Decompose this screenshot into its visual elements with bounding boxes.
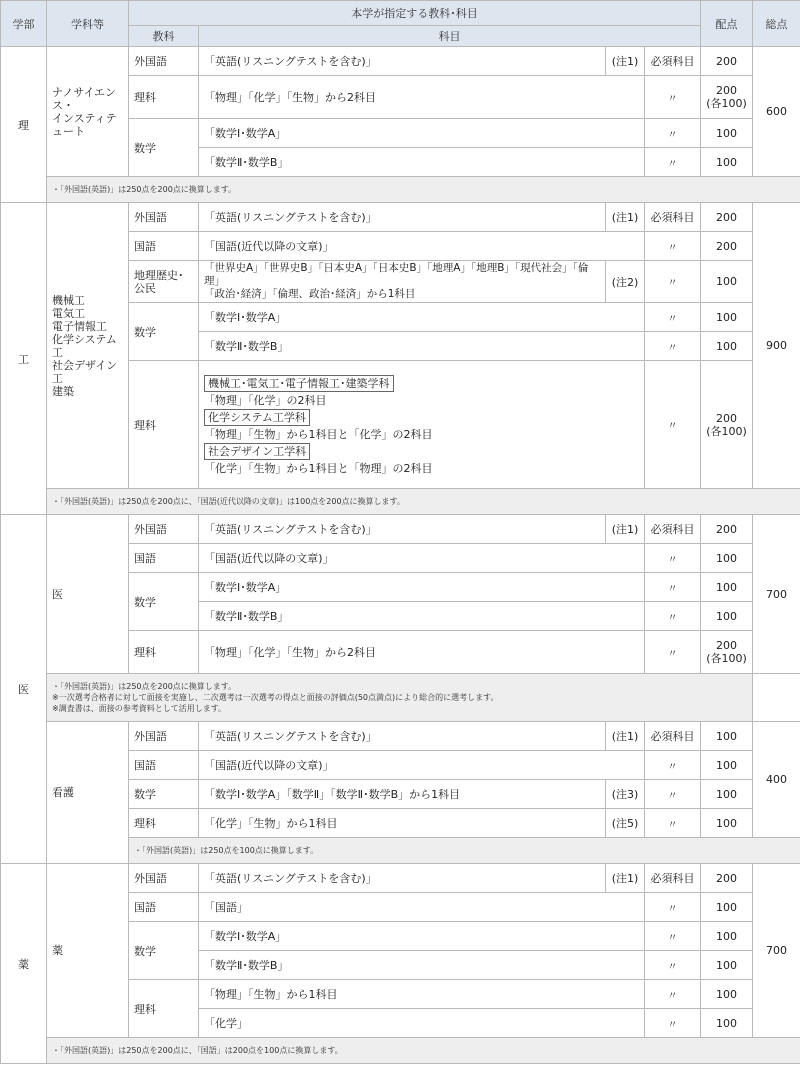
ditto-mark: 〃 — [645, 544, 701, 573]
total-cell: 700 — [753, 864, 800, 1038]
subject-cell: 理科 — [129, 361, 199, 489]
note-ref: (注1) — [606, 722, 645, 751]
detail-cell: 「英語(リスニングテストを含む)」 — [199, 47, 606, 76]
footnote: ・「外国語(英語)」は250点を200点に換算します。 — [47, 177, 800, 203]
subject-cell: 外国語 — [129, 47, 199, 76]
points-cell: 100 — [701, 809, 753, 838]
subject-cell: 国語 — [129, 893, 199, 922]
header-dept: 学科等 — [47, 1, 129, 47]
dept-cell: 医 — [47, 515, 129, 674]
required-cell: 必須科目 — [645, 203, 701, 232]
note-row — [1, 489, 800, 515]
detail-cell: 「数学Ⅱ･数学B」 — [199, 951, 645, 980]
note-ref: (注1) — [606, 203, 645, 232]
subject-cell: 国語 — [129, 544, 199, 573]
subject-cell: 地理歴史･ 公民 — [129, 261, 199, 303]
ditto-mark: 〃 — [645, 980, 701, 1009]
points-cell: 100 — [701, 544, 753, 573]
detail-cell: 「数学Ⅰ･数学A」 — [199, 303, 645, 332]
subject-cell: 国語 — [129, 751, 199, 780]
note-ref: (注1) — [606, 515, 645, 544]
detail-cell: 「国語(近代以降の文章)」 — [199, 751, 645, 780]
detail-cell: 「国語(近代以降の文章)」 — [199, 232, 645, 261]
points-cell: 200 (各100) — [701, 76, 753, 119]
header-total: 総点 — [753, 1, 800, 47]
required-cell: 必須科目 — [645, 722, 701, 751]
detail-cell — [199, 361, 645, 489]
detail-cell: 「物理」「生物」から1科目 — [199, 980, 645, 1009]
note-row — [1, 674, 800, 722]
ditto-mark: 〃 — [645, 119, 701, 148]
total-cell: 900 — [753, 203, 800, 489]
points-cell: 100 — [701, 722, 753, 751]
ditto-mark: 〃 — [645, 631, 701, 674]
detail-text: 「化学」「生物」から1科目と「物理」の2科目 — [204, 461, 433, 475]
table-row — [1, 47, 800, 76]
footnote: ・「外国語(英語)」は250点を200点に、「国語」は200点を100点に換算します。 — [47, 1038, 800, 1064]
points-cell: 100 — [701, 980, 753, 1009]
points-cell: 200 (各100) — [701, 361, 753, 489]
subject-cell: 外国語 — [129, 722, 199, 751]
points-cell: 100 — [701, 893, 753, 922]
ditto-mark: 〃 — [645, 573, 701, 602]
subject-cell: 外国語 — [129, 203, 199, 232]
subject-cell: 数学 — [129, 780, 199, 809]
dept-cell: 看護 — [47, 722, 129, 864]
ditto-mark: 〃 — [645, 76, 701, 119]
dept-cell: 薬 — [47, 864, 129, 1038]
total-cell: 700 — [753, 515, 800, 674]
ditto-mark: 〃 — [645, 780, 701, 809]
detail-cell: 「化学」 — [199, 1009, 645, 1038]
header-faculty: 学部 — [1, 1, 47, 47]
subject-cell: 理科 — [129, 809, 199, 838]
ditto-mark: 〃 — [645, 303, 701, 332]
subject-cell: 外国語 — [129, 515, 199, 544]
points-cell: 200 — [701, 203, 753, 232]
points-cell: 100 — [701, 573, 753, 602]
subject-cell: 国語 — [129, 232, 199, 261]
subject-cell: 理科 — [129, 980, 199, 1038]
dept-cell: 機械工 電気工 電子情報工 化学システム工 社会デザイン工 建築 — [47, 203, 129, 489]
points-cell: 100 — [701, 1009, 753, 1038]
detail-text: 「物理」「化学」の2科目 — [204, 393, 327, 407]
detail-cell: 「数学Ⅰ･数学A」「数学Ⅱ」「数学Ⅱ･数学B」から1科目 — [199, 780, 606, 809]
dept-label: 化学システム工学科 — [204, 409, 310, 426]
detail-cell: 「化学」「生物」から1科目 — [199, 809, 606, 838]
ditto-mark: 〃 — [645, 809, 701, 838]
dept-label: 機械工･電気工･電子情報工･建築学科 — [204, 375, 394, 392]
points-cell: 100 — [701, 148, 753, 177]
subject-cell: 理科 — [129, 76, 199, 119]
points-cell: 100 — [701, 951, 753, 980]
note-row — [1, 177, 800, 203]
required-cell: 必須科目 — [645, 47, 701, 76]
detail-cell: 「数学Ⅱ･数学B」 — [199, 332, 645, 361]
points-cell: 100 — [701, 602, 753, 631]
faculty-cell: 理 — [1, 47, 47, 203]
ditto-mark: 〃 — [645, 602, 701, 631]
ditto-mark: 〃 — [645, 1009, 701, 1038]
detail-cell: 「数学Ⅱ･数学B」 — [199, 602, 645, 631]
points-cell: 100 — [701, 751, 753, 780]
footnote: ・「外国語(英語)」は250点を200点に換算します。 ※一次選考合格者に対して面接を実施し、二次選考は一次選考の得点と面接の評価点(50点満点)により総合的に選考します。 ※調査書は、面接の参考資料として活用します。 — [47, 674, 753, 722]
detail-cell: 「国語」 — [199, 893, 645, 922]
subject-cell: 数学 — [129, 922, 199, 980]
header-points: 配点 — [701, 1, 753, 47]
total-cell: 400 — [753, 722, 800, 838]
points-cell: 100 — [701, 261, 753, 303]
ditto-mark: 〃 — [645, 893, 701, 922]
detail-cell: 「数学Ⅱ･数学B」 — [199, 148, 645, 177]
ditto-mark: 〃 — [645, 232, 701, 261]
required-cell: 必須科目 — [645, 515, 701, 544]
subject-cell: 理科 — [129, 631, 199, 674]
detail-cell: 「数学Ⅰ･数学A」 — [199, 573, 645, 602]
detail-cell: 「物理」「化学」「生物」から2科目 — [199, 76, 645, 119]
detail-cell: 「国語(近代以降の文章)」 — [199, 544, 645, 573]
ditto-mark: 〃 — [645, 148, 701, 177]
points-cell: 200 — [701, 47, 753, 76]
faculty-cell: 医 — [1, 515, 47, 864]
detail-cell: 「英語(リスニングテストを含む)」 — [199, 864, 606, 893]
points-cell: 100 — [701, 922, 753, 951]
detail-cell: 「物理」「化学」「生物」から2科目 — [199, 631, 645, 674]
subject-cell: 外国語 — [129, 864, 199, 893]
detail-cell: 「世界史A」「世界史B」「日本史A」「日本史B」「地理A」「地理B」「現代社会」「倫理」 「政治･経済」「倫理、政治･経済」から1科目 — [199, 261, 606, 303]
note-ref: (注1) — [606, 47, 645, 76]
points-cell: 200 — [701, 515, 753, 544]
detail-cell: 「英語(リスニングテストを含む)」 — [199, 203, 606, 232]
ditto-mark: 〃 — [645, 361, 701, 489]
points-cell: 200 — [701, 864, 753, 893]
note-ref: (注5) — [606, 809, 645, 838]
detail-cell: 「数学Ⅰ･数学A」 — [199, 922, 645, 951]
detail-cell: 「数学Ⅰ･数学A」 — [199, 119, 645, 148]
ditto-mark: 〃 — [645, 751, 701, 780]
note-ref: (注3) — [606, 780, 645, 809]
header-kamoku: 科目 — [199, 26, 701, 47]
note-row — [1, 1038, 800, 1064]
required-cell: 必須科目 — [645, 864, 701, 893]
table-row — [1, 864, 800, 893]
note-ref: (注2) — [606, 261, 645, 303]
subject-cell: 数学 — [129, 119, 199, 177]
note-ref: (注1) — [606, 864, 645, 893]
detail-cell: 「英語(リスニングテストを含む)」 — [199, 515, 606, 544]
subject-cell: 数学 — [129, 303, 199, 361]
faculty-cell: 工 — [1, 203, 47, 515]
table-row — [1, 515, 800, 544]
points-cell: 200 — [701, 232, 753, 261]
points-cell: 100 — [701, 780, 753, 809]
table-row — [1, 203, 800, 232]
header-kyoka: 教科 — [129, 26, 199, 47]
detail-cell: 「英語(リスニングテストを含む)」 — [199, 722, 606, 751]
header-spec: 本学が指定する教科･科目 — [129, 1, 701, 26]
footnote: ・「外国語(英語)」は250点を200点に、「国語(近代以降の文章)」は100点を200点に換算します。 — [47, 489, 800, 515]
ditto-mark: 〃 — [645, 922, 701, 951]
footnote: ・「外国語(英語)」は250点を100点に換算します。 — [129, 838, 800, 864]
detail-text: 「物理」「生物」から1科目と「化学」の2科目 — [204, 427, 433, 441]
subject-cell: 数学 — [129, 573, 199, 631]
points-cell: 200 (各100) — [701, 631, 753, 674]
ditto-mark: 〃 — [645, 951, 701, 980]
table-row — [1, 722, 800, 751]
dept-cell: ナノサイエンス・ インスティテュート — [47, 47, 129, 177]
ditto-mark: 〃 — [645, 261, 701, 303]
dept-label: 社会デザイン工学科 — [204, 443, 310, 460]
ditto-mark: 〃 — [645, 332, 701, 361]
points-cell: 100 — [701, 303, 753, 332]
total-cell: 600 — [753, 47, 800, 177]
faculty-cell: 薬 — [1, 864, 47, 1064]
points-cell: 100 — [701, 332, 753, 361]
points-cell: 100 — [701, 119, 753, 148]
